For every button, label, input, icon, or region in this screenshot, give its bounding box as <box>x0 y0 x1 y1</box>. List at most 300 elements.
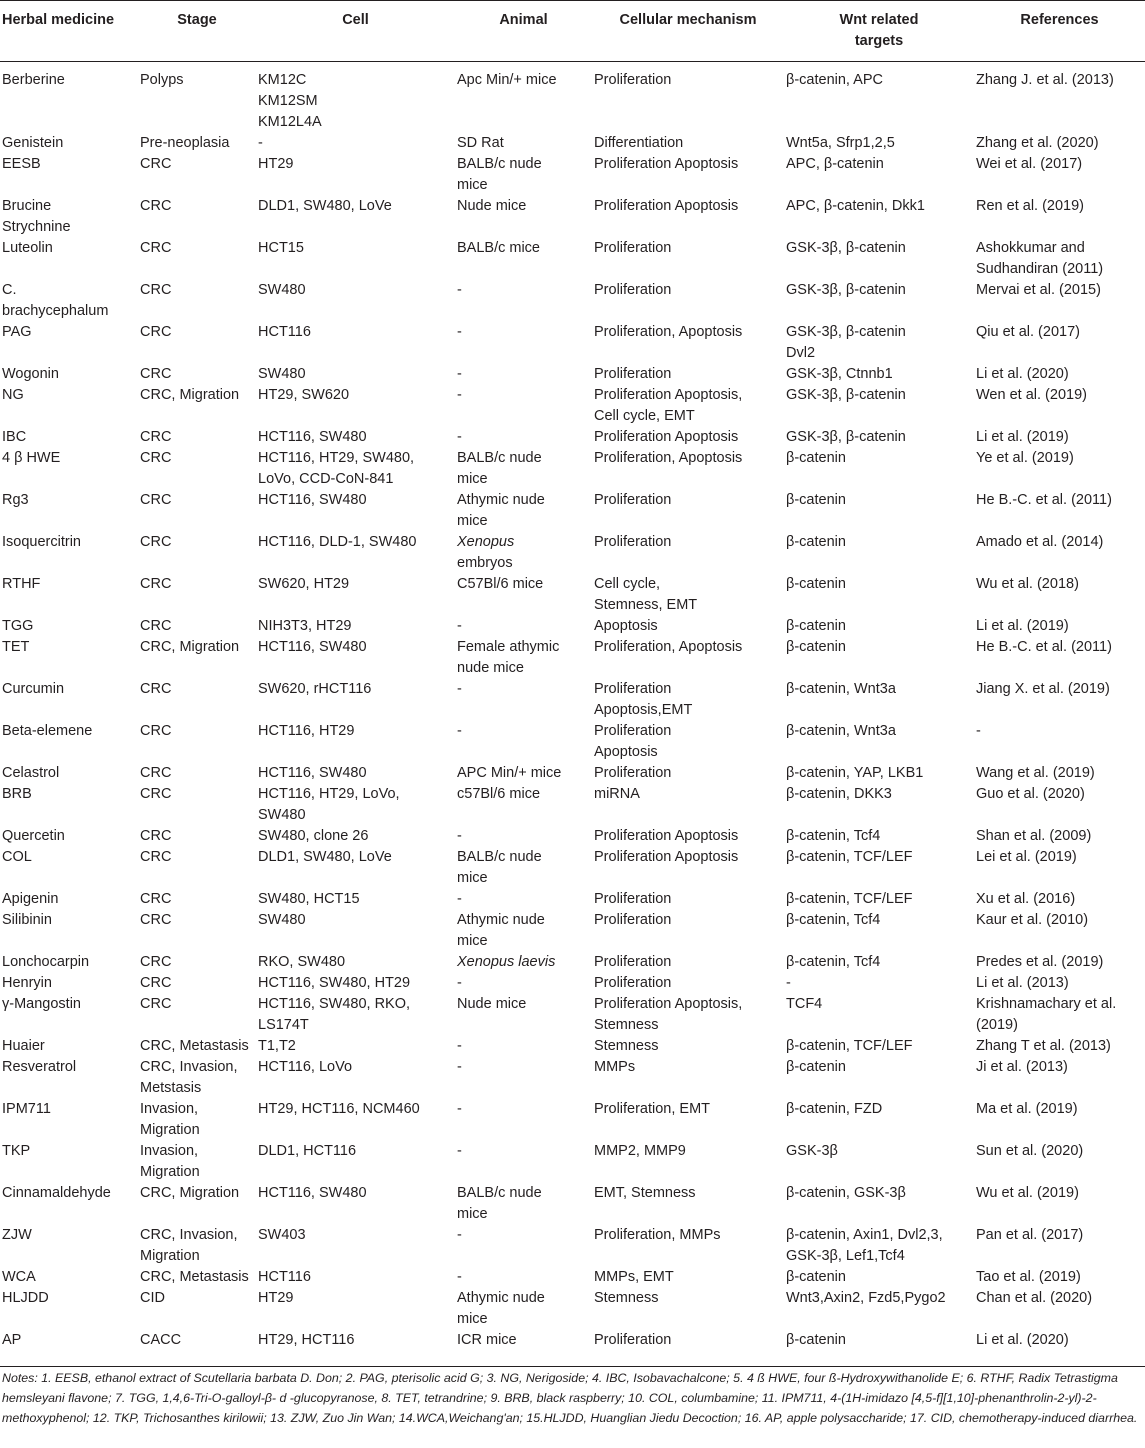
cell-line-cell <box>256 1225 455 1267</box>
cell-text-line: CRC <box>140 240 172 256</box>
cell-text-line: Stemness, EMT <box>594 597 698 613</box>
cell-text-line: - <box>457 387 462 403</box>
cell-text-line: HCT116, HT29, LoVo, <box>258 786 400 802</box>
wnt-targets-cell <box>784 133 974 154</box>
cell-text-line: Proliferation <box>594 282 672 298</box>
cell-text-line: Lonchocarpin <box>2 954 90 970</box>
wnt-targets-cell <box>784 763 974 784</box>
animal-cell <box>455 1330 592 1367</box>
animal-cell <box>455 994 592 1036</box>
cell-text-line: ZJW <box>2 1227 32 1243</box>
table-row <box>0 62 1145 134</box>
cell-text-line: Differentiation <box>594 135 684 151</box>
cell-line-cell <box>256 532 455 574</box>
table-row <box>0 196 1145 238</box>
cell-text-line: HCT116, SW480 <box>258 639 367 655</box>
cell-line-cell <box>256 994 455 1036</box>
mechanism-cell <box>592 637 784 679</box>
cell-line-cell <box>256 973 455 994</box>
cell-text-line: Pan et al. (2017) <box>976 1227 1084 1243</box>
mechanism-cell <box>592 1330 784 1367</box>
cell-text-line: β-catenin, Tcf4 <box>786 954 881 970</box>
cell-text-line: CRC <box>140 912 172 928</box>
herbal-medicine-cell <box>0 385 138 427</box>
cell-text-line: Xu et al. (2016) <box>976 891 1076 907</box>
cell-text-line: CRC <box>140 786 172 802</box>
table-row <box>0 1141 1145 1183</box>
cell-text-line: SW480 <box>258 282 306 298</box>
stage-cell <box>138 679 256 721</box>
cell-text-line: Ren et al. (2019) <box>976 198 1085 214</box>
cell-text-line: Xenopus laevis <box>457 954 556 970</box>
cell-line-cell <box>256 1267 455 1288</box>
table-row <box>0 427 1145 448</box>
herbal-medicine-cell <box>0 616 138 637</box>
cell-line-cell <box>256 1057 455 1099</box>
reference-cell <box>974 322 1145 364</box>
cell-text-line: T1,T2 <box>258 1038 296 1054</box>
mechanism-cell <box>592 448 784 490</box>
cell-text-line: HCT116, SW480, HT29 <box>258 975 411 991</box>
cell-text-line: Apigenin <box>2 891 59 907</box>
cell-text-line: EMT, Stemness <box>594 1185 696 1201</box>
herbal-medicine-cell <box>0 238 138 280</box>
reference-cell <box>974 1057 1145 1099</box>
cell-text-line: Quercetin <box>2 828 65 844</box>
cell-text-line: GSK-3β, β-catenin <box>786 324 906 340</box>
table-row <box>0 133 1145 154</box>
wnt-targets-cell <box>784 721 974 763</box>
cell-line-cell <box>256 490 455 532</box>
reference-cell <box>974 1288 1145 1330</box>
reference-cell <box>974 826 1145 847</box>
wnt-targets-cell <box>784 490 974 532</box>
cell-line-cell <box>256 154 455 196</box>
cell-text-line: Proliferation <box>594 681 672 697</box>
cell-text-line: PAG <box>2 324 32 340</box>
cell-text-line: 4 β HWE <box>2 450 61 466</box>
table-row <box>0 847 1145 889</box>
table-row <box>0 973 1145 994</box>
table-row <box>0 637 1145 679</box>
cell-text-line: β-catenin, GSK-3β <box>786 1185 906 1201</box>
cell-text-line: He B.-C. et al. (2011) <box>976 492 1112 508</box>
cell-text-line: CRC <box>140 891 172 907</box>
cell-text-line: CRC, Invasion, <box>140 1227 238 1243</box>
herbal-medicine-cell <box>0 826 138 847</box>
reference-cell <box>974 1330 1145 1367</box>
column-header: Cell <box>256 1 455 62</box>
cell-text-line: β-catenin, FZD <box>786 1101 883 1117</box>
cell-text-line: β-catenin <box>786 534 846 550</box>
cell-text-line: β-catenin <box>786 1269 846 1285</box>
cell-text-line: APC, β-catenin, Dkk1 <box>786 198 925 214</box>
mechanism-cell <box>592 952 784 973</box>
cell-text-line: - <box>457 282 462 298</box>
herbal-medicine-cell <box>0 784 138 826</box>
cell-text-line: GSK-3β, β-catenin <box>786 240 906 256</box>
cell-text-line: mice <box>457 1311 488 1327</box>
table-row <box>0 1036 1145 1057</box>
cell-text-line: Li et al. (2013) <box>976 975 1069 991</box>
cell-text-line: EESB <box>2 156 41 172</box>
cell-text-line: DLD1, SW480, LoVe <box>258 849 392 865</box>
cell-text-line: β-catenin, Wnt3a <box>786 723 896 739</box>
wnt-targets-cell <box>784 889 974 910</box>
herbal-medicine-cell <box>0 1330 138 1367</box>
herbal-medicine-cell <box>0 62 138 134</box>
reference-cell <box>974 1141 1145 1183</box>
table-row <box>0 952 1145 973</box>
animal-cell <box>455 154 592 196</box>
cell-text-line: Cell cycle, EMT <box>594 408 695 424</box>
cell-text-line: KM12SM <box>258 93 318 109</box>
cell-text-line: Proliferation Apoptosis <box>594 198 739 214</box>
cell-text-line: HLJDD <box>2 1290 49 1306</box>
table-row <box>0 448 1145 490</box>
cell-text-line: Wen et al. (2019) <box>976 387 1087 403</box>
cell-text-line: Proliferation Apoptosis, <box>594 387 743 403</box>
cell-text-line: Xenopus <box>457 534 515 550</box>
table-row <box>0 1099 1145 1141</box>
cell-text-line: Proliferation, Apoptosis <box>594 639 743 655</box>
cell-text-line: brachycephalum <box>2 303 109 319</box>
cell-text-line: Pre-neoplasia <box>140 135 230 151</box>
herbal-medicine-cell <box>0 427 138 448</box>
cell-text-line: BALB/c nude <box>457 450 542 466</box>
cell-text-line: COL <box>2 849 32 865</box>
cell-text-line: Polyps <box>140 72 184 88</box>
cell-text-line: CACC <box>140 1332 182 1348</box>
cell-text-line: Huaier <box>2 1038 45 1054</box>
cell-text-line: CRC <box>140 996 172 1012</box>
column-header: Wnt related targets <box>784 1 974 62</box>
mechanism-cell <box>592 1288 784 1330</box>
table-row <box>0 532 1145 574</box>
cell-line-cell <box>256 322 455 364</box>
stage-cell <box>138 721 256 763</box>
cell-text-line: mice <box>457 1206 488 1222</box>
table-row <box>0 616 1145 637</box>
reference-cell <box>974 1099 1145 1141</box>
table-row <box>0 1267 1145 1288</box>
mechanism-cell <box>592 1183 784 1225</box>
mechanism-cell <box>592 62 784 134</box>
cell-text-line: Apc Min/+ mice <box>457 72 557 88</box>
cell-text-line: HT29, SW620 <box>258 387 350 403</box>
stage-cell <box>138 1267 256 1288</box>
animal-cell <box>455 574 592 616</box>
wnt-targets-cell <box>784 1057 974 1099</box>
mechanism-cell <box>592 280 784 322</box>
mechanism-cell <box>592 679 784 721</box>
reference-cell <box>974 448 1145 490</box>
stage-cell <box>138 637 256 679</box>
cell-text-line: Proliferation <box>594 891 672 907</box>
wnt-targets-cell <box>784 532 974 574</box>
cell-text-line: CRC <box>140 156 172 172</box>
cell-text-line: - <box>786 975 791 991</box>
herbal-medicine-cell <box>0 637 138 679</box>
wnt-targets-cell <box>784 448 974 490</box>
cell-text-line: c57Bl/6 mice <box>457 786 541 802</box>
cell-text-line: β-catenin, TCF/LEF <box>786 891 913 907</box>
mechanism-cell <box>592 385 784 427</box>
stage-cell <box>138 973 256 994</box>
herbal-medicine-cell <box>0 1225 138 1267</box>
cell-line-cell <box>256 721 455 763</box>
column-header: Stage <box>138 1 256 62</box>
stage-cell <box>138 133 256 154</box>
cell-text-line: IBC <box>2 429 27 445</box>
herbal-medicine-cell <box>0 322 138 364</box>
stage-cell <box>138 994 256 1036</box>
herbal-medicine-cell <box>0 1183 138 1225</box>
cell-text-line: HCT116, LoVo <box>258 1059 353 1075</box>
wnt-targets-cell <box>784 238 974 280</box>
cell-text-line: Zhang J. et al. (2013) <box>976 72 1114 88</box>
table-row <box>0 721 1145 763</box>
herbal-medicine-cell <box>0 910 138 952</box>
mechanism-cell <box>592 1036 784 1057</box>
cell-text-line: mice <box>457 177 488 193</box>
cell-text-line: - <box>976 723 981 739</box>
table-row <box>0 1057 1145 1099</box>
reference-cell <box>974 616 1145 637</box>
animal-cell <box>455 532 592 574</box>
cell-text-line: β-catenin <box>786 618 846 634</box>
column-header: References <box>974 1 1145 62</box>
animal-cell <box>455 280 592 322</box>
cell-line-cell <box>256 364 455 385</box>
reference-cell <box>974 133 1145 154</box>
animal-cell <box>455 62 592 134</box>
table-row <box>0 1288 1145 1330</box>
cell-text-line: Proliferation <box>594 912 672 928</box>
cell-text-line: HCT116, SW480 <box>258 429 367 445</box>
cell-text-line: Kaur et al. (2010) <box>976 912 1089 928</box>
cell-text-line: (2019) <box>976 1017 1018 1033</box>
cell-text-line: β-catenin, Tcf4 <box>786 828 881 844</box>
cell-text-line: GSK-3β, Ctnnb1 <box>786 366 893 382</box>
wnt-targets-cell <box>784 1036 974 1057</box>
cell-text-line: miRNA <box>594 786 640 802</box>
herbal-medicine-cell <box>0 889 138 910</box>
cell-text-line: CRC <box>140 681 172 697</box>
reference-cell <box>974 889 1145 910</box>
cell-text-line: Proliferation <box>594 240 672 256</box>
cell-line-cell <box>256 1183 455 1225</box>
cell-line-cell <box>256 133 455 154</box>
cell-text-line: Proliferation <box>594 72 672 88</box>
mechanism-cell <box>592 784 784 826</box>
mechanism-cell <box>592 1141 784 1183</box>
cell-text-line: CRC <box>140 765 172 781</box>
cell-text-line: β-catenin, TCF/LEF <box>786 849 913 865</box>
mechanism-cell <box>592 427 784 448</box>
cell-text-line: Genistein <box>2 135 64 151</box>
cell-text-line: HCT116, SW480 <box>258 765 367 781</box>
stage-cell <box>138 952 256 973</box>
animal-cell <box>455 238 592 280</box>
cell-text-line: Berberine <box>2 72 65 88</box>
wnt-targets-cell <box>784 910 974 952</box>
cell-text-line: β-catenin <box>786 639 846 655</box>
cell-text-line: Krishnamachary et al. <box>976 996 1117 1012</box>
cell-line-cell <box>256 679 455 721</box>
reference-cell <box>974 574 1145 616</box>
animal-cell <box>455 1288 592 1330</box>
wnt-targets-cell <box>784 1288 974 1330</box>
cell-text-line: - <box>457 681 462 697</box>
stage-cell <box>138 62 256 134</box>
cell-text-line: Migration <box>140 1122 200 1138</box>
animal-cell <box>455 952 592 973</box>
herbal-medicine-cell <box>0 1057 138 1099</box>
cell-text-line: Li et al. (2019) <box>976 429 1069 445</box>
cell-text-line: Proliferation, Apoptosis <box>594 450 743 466</box>
cell-line-cell <box>256 238 455 280</box>
cell-text-line: Proliferation <box>594 534 672 550</box>
stage-cell <box>138 364 256 385</box>
table-row <box>0 385 1145 427</box>
herbal-medicine-cell <box>0 154 138 196</box>
cell-text-line: Celastrol <box>2 765 60 781</box>
stage-cell <box>138 1288 256 1330</box>
cell-text-line: HCT116, SW480 <box>258 1185 367 1201</box>
cell-text-line: MMP2, MMP9 <box>594 1143 686 1159</box>
cell-line-cell <box>256 280 455 322</box>
cell-text-line: CRC, Migration <box>140 1185 240 1201</box>
animal-cell <box>455 1183 592 1225</box>
cell-text-line: Sun et al. (2020) <box>976 1143 1084 1159</box>
mechanism-cell <box>592 322 784 364</box>
cell-line-cell <box>256 847 455 889</box>
reference-cell <box>974 763 1145 784</box>
cell-text-line: - <box>457 828 462 844</box>
cell-text-line: HCT116 <box>258 1269 311 1285</box>
stage-cell <box>138 910 256 952</box>
cell-text-line: Zhang T et al. (2013) <box>976 1038 1111 1054</box>
stage-cell <box>138 154 256 196</box>
cell-text-line: Tao et al. (2019) <box>976 1269 1081 1285</box>
animal-cell <box>455 1225 592 1267</box>
cell-line-cell <box>256 385 455 427</box>
cell-text-line: Wang et al. (2019) <box>976 765 1095 781</box>
cell-text-line: GSK-3β, β-catenin <box>786 429 906 445</box>
cell-text-line: BALB/c nude <box>457 849 542 865</box>
cell-text-line: AP <box>2 1332 22 1348</box>
mechanism-cell <box>592 826 784 847</box>
cell-text-line: Female athymic <box>457 639 560 655</box>
cell-line-cell <box>256 1330 455 1367</box>
cell-text-line: Wnt3,Axin2, Fzd5,Pygo2 <box>786 1290 946 1306</box>
cell-text-line: HT29, HCT116 <box>258 1332 355 1348</box>
stage-cell <box>138 1141 256 1183</box>
cell-text-line: embryos <box>457 555 513 571</box>
wnt-targets-cell <box>784 1225 974 1267</box>
cell-line-cell <box>256 826 455 847</box>
cell-text-line: TCF4 <box>786 996 823 1012</box>
herbal-medicine-cell <box>0 973 138 994</box>
cell-text-line: Invasion, <box>140 1143 199 1159</box>
stage-cell <box>138 427 256 448</box>
cell-text-line: Proliferation, Apoptosis <box>594 324 743 340</box>
cell-text-line: SW480 <box>258 807 306 823</box>
cell-text-line: SW480, clone 26 <box>258 828 369 844</box>
stage-cell <box>138 280 256 322</box>
mechanism-cell <box>592 154 784 196</box>
animal-cell <box>455 364 592 385</box>
cell-text-line: HT29 <box>258 1290 294 1306</box>
cell-text-line: Ma et al. (2019) <box>976 1101 1078 1117</box>
wnt-targets-cell <box>784 1267 974 1288</box>
cell-text-line: TKP <box>2 1143 31 1159</box>
cell-text-line: Stemness <box>594 1290 659 1306</box>
herbal-medicine-cell <box>0 574 138 616</box>
wnt-targets-cell <box>784 364 974 385</box>
cell-text-line: - <box>457 1101 462 1117</box>
cell-text-line: CRC <box>140 618 172 634</box>
cell-text-line: nude mice <box>457 660 524 676</box>
cell-text-line: β-catenin, Tcf4 <box>786 912 881 928</box>
cell-text-line: Wnt5a, Sfrp1,2,5 <box>786 135 895 151</box>
cell-text-line: HCT116, SW480 <box>258 492 367 508</box>
cell-text-line: Chan et al. (2020) <box>976 1290 1093 1306</box>
wnt-targets-cell <box>784 952 974 973</box>
cell-text-line: Qiu et al. (2017) <box>976 324 1080 340</box>
cell-text-line: Migration <box>140 1248 200 1264</box>
wnt-targets-cell <box>784 154 974 196</box>
cell-text-line: He B.-C. et al. (2011) <box>976 639 1112 655</box>
table-row <box>0 238 1145 280</box>
cell-text-line: Wogonin <box>2 366 59 382</box>
cell-text-line: Stemness <box>594 1017 659 1033</box>
cell-text-line: CRC, Metastasis <box>140 1269 249 1285</box>
cell-text-line: ICR mice <box>457 1332 517 1348</box>
table-row <box>0 1330 1145 1367</box>
animal-cell <box>455 679 592 721</box>
reference-cell <box>974 1036 1145 1057</box>
cell-text-line: GSK-3β, β-catenin <box>786 282 906 298</box>
cell-text-line: Jiang X. et al. (2019) <box>976 681 1110 697</box>
cell-text-line: Silibinin <box>2 912 52 928</box>
wnt-targets-cell <box>784 637 974 679</box>
herbal-medicine-cell <box>0 364 138 385</box>
cell-text-line: GSK-3β, Lef1,Tcf4 <box>786 1248 905 1264</box>
cell-text-line: TGG <box>2 618 34 634</box>
stage-cell <box>138 448 256 490</box>
cell-text-line: - <box>457 366 462 382</box>
cell-text-line: β-catenin <box>786 492 846 508</box>
wnt-targets-cell <box>784 574 974 616</box>
cell-text-line: MMPs, EMT <box>594 1269 674 1285</box>
animal-cell <box>455 1099 592 1141</box>
cell-text-line: - <box>457 1143 462 1159</box>
animal-cell <box>455 1141 592 1183</box>
cell-text-line: Proliferation <box>594 954 672 970</box>
cell-text-line: β-catenin, APC <box>786 72 883 88</box>
cell-text-line: IPM711 <box>2 1101 51 1117</box>
cell-text-line: CRC <box>140 324 172 340</box>
mechanism-cell <box>592 196 784 238</box>
cell-text-line: Ye et al. (2019) <box>976 450 1074 466</box>
cell-text-line: DLD1, HCT116 <box>258 1143 357 1159</box>
cell-text-line: Beta-elemene <box>2 723 93 739</box>
cell-text-line: APC Min/+ mice <box>457 765 562 781</box>
cell-text-line: Proliferation <box>594 366 672 382</box>
mechanism-cell <box>592 763 784 784</box>
